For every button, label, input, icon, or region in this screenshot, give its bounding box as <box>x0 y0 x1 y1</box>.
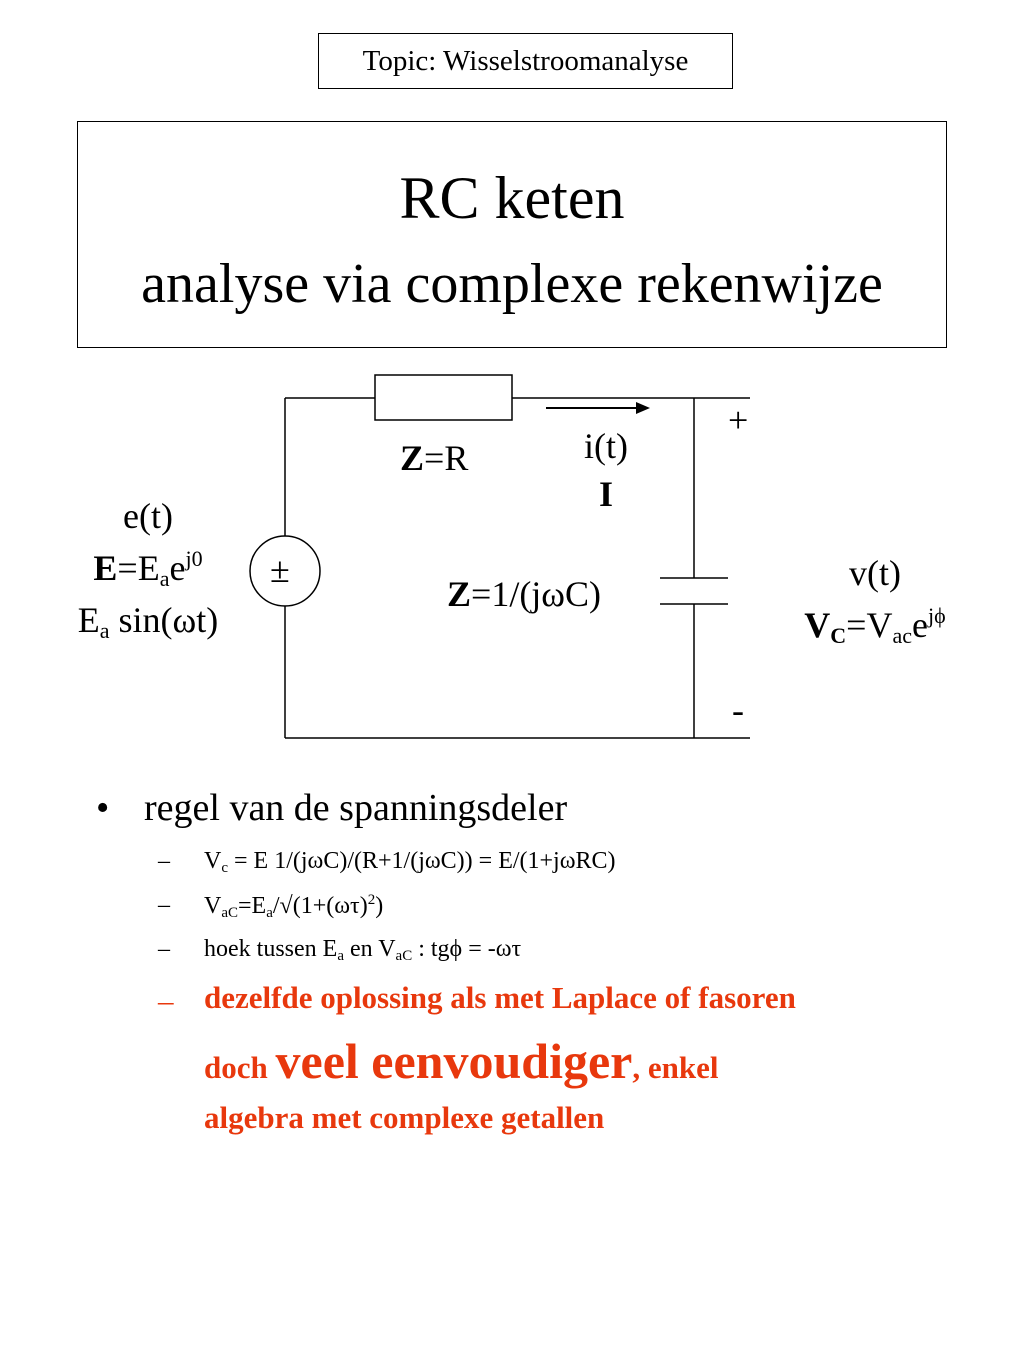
topic-label: Topic: Wisselstroomanalyse <box>362 44 689 77</box>
resistor <box>375 375 512 420</box>
output-label: v(t) $V_C=V_{ac}e^{j\phi}$ <box>804 553 946 648</box>
capacitor-impedance-label: Z=1/(jωC) <box>447 574 602 614</box>
bullet-dot: • <box>96 787 110 829</box>
slide-title: RC keten <box>399 165 625 231</box>
current-label: i(t) I <box>584 426 628 514</box>
bullet-main-text: regel van de spanningsdeler <box>144 787 568 829</box>
plus-sign: + <box>728 400 749 440</box>
minus-sign: - <box>732 690 744 730</box>
highlight-line-1: dezelfde oplossing als met Laplace of fasoren <box>204 980 796 1015</box>
highlight-line-3: algebra met complexe getallen <box>204 1100 605 1135</box>
highlight-line-2: doch veel eenvoudiger, enkel <box>204 1033 719 1089</box>
resistor-impedance-label: Z=R <box>400 438 469 478</box>
source-label: e(t) $E=E_ae^{j0}$ $E_a$ sin(ωt) <box>77 496 219 643</box>
slide-subtitle: analyse via complexe rekenwijze <box>141 253 883 315</box>
current-arrow <box>546 402 650 414</box>
source-symbol: ± <box>270 550 290 590</box>
